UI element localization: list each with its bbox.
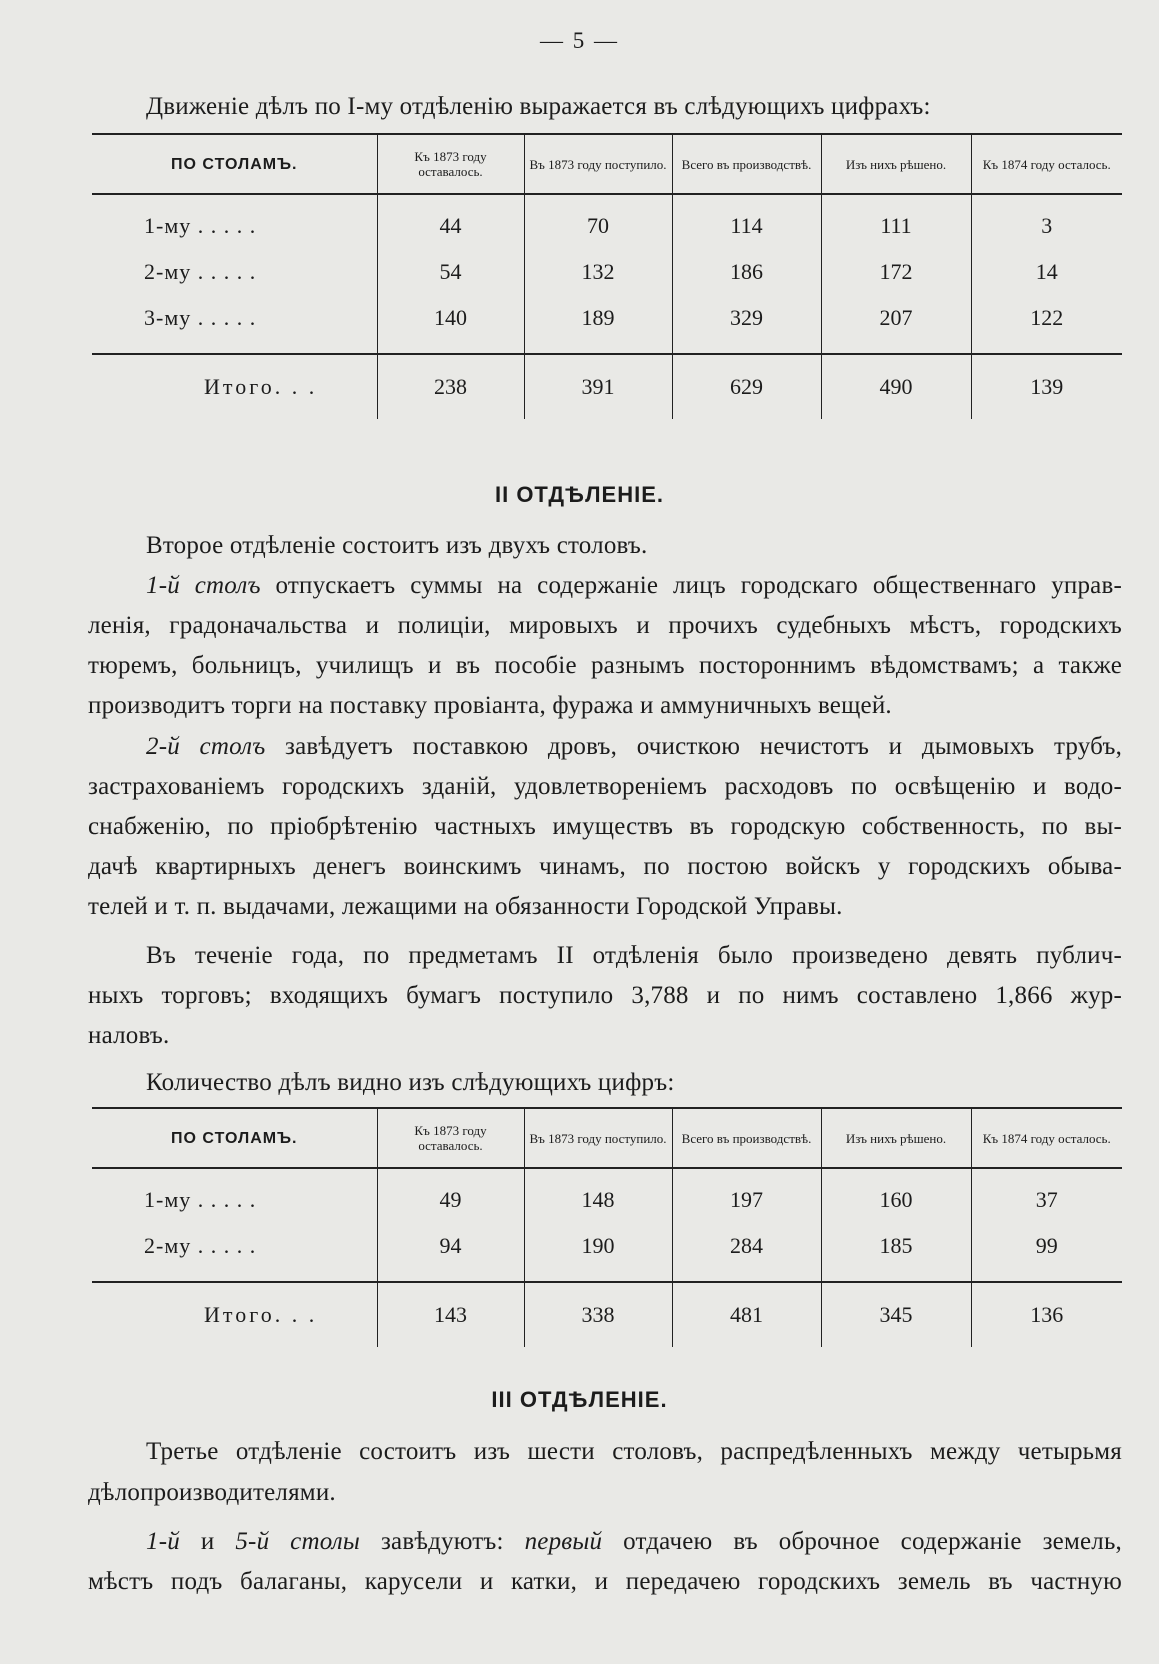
paragraph-line: телей и т. п. выдачами, лежащими на обязанности Городской Управы.	[88, 893, 843, 920]
paragraph-line: наловъ.	[88, 1022, 170, 1049]
paragraph-line: Въ теченіе года, по предметамъ II отдѣленія было произведено девять публич-	[146, 942, 1122, 969]
table-row: 3-му . . . . . 140 189 329 207 122	[92, 295, 1122, 341]
paragraph-line: 2-й столъ завѣдуетъ поставкою дровъ, очисткою нечистотъ и дымовыхъ трубъ,	[146, 733, 1123, 760]
paragraph-line: ныхъ торговъ; входящихъ бумагъ поступило 3,788 и по нимъ составлено 1,866 жур-	[88, 982, 1122, 1009]
col-header-in-progress: Всего въ производствѣ.	[672, 1108, 821, 1168]
col-header-tables: ПО СТОЛАМЪ.	[92, 134, 377, 194]
paragraph-line: мѣстъ подъ балаганы, карусели и катки, и передачею городскихъ земель въ частную	[88, 1568, 1122, 1595]
paragraph-line: застрахованіемъ городскихъ зданій, удовлетвореніемъ расходовъ по освѣщенію и водо-	[88, 773, 1122, 800]
table-total-row: Итого. . . 143 338 481 345 136	[92, 1282, 1122, 1347]
col-header-remaining-1873: Къ 1873 году оставалось.	[377, 1108, 524, 1168]
table-row: 2-му . . . . . 54 132 186 172 14	[92, 249, 1122, 295]
line-text: завѣдуетъ поставкою дровъ, очисткою нечистотъ и дымовыхъ трубъ,	[285, 733, 1123, 760]
paragraph-line: 1-й столъ отпускаетъ суммы на содержаніе лицъ городскаго общественнаго управ-	[146, 572, 1123, 599]
paragraph-line: производитъ торги на поставку провіанта, фуража и аммуничныхъ вещей.	[88, 692, 892, 719]
col-header-in-progress: Всего въ производствѣ.	[672, 134, 821, 194]
paragraph-line: Второе отдѣленіе состоитъ изъ двухъ столовъ.	[146, 532, 648, 559]
paragraph-line: Третье отдѣленіе состоитъ изъ шести столовъ, распредѣленныхъ между четырьмя	[146, 1438, 1122, 1465]
section-2-title: II ОТДѢЛЕНІЕ.	[494, 482, 665, 507]
section-3-title: III ОТДѢЛЕНІЕ.	[491, 1387, 668, 1412]
table-total-row: Итого. . . 238 391 629 490 139	[92, 354, 1122, 419]
table-row: 1-му . . . . . 49 148 197 160 37	[92, 1168, 1122, 1223]
table-department-1	[92, 133, 1122, 419]
paragraph-line: дѣлопроизводителями.	[88, 1479, 336, 1506]
table-department-2	[92, 1107, 1122, 1347]
line-text: отпускаетъ суммы на содержаніе лицъ городскаго общественнаго управ-	[275, 572, 1123, 599]
table-row: 2-му . . . . . 94 190 284 185 99	[92, 1223, 1122, 1269]
col-header-received-1873: Въ 1873 году поступило.	[524, 1108, 672, 1168]
paragraph-line: тюремъ, больницъ, училищъ и въ пособіе разнымъ постороннимъ вѣдомствамъ; а также	[88, 652, 1122, 679]
col-header-tables: ПО СТОЛАМЪ.	[92, 1108, 377, 1168]
paragraph-line: ленія, градоначальства и полиціи, мировыхъ и прочихъ судебныхъ мѣстъ, городскихъ	[88, 612, 1122, 639]
paragraph-line: дачѣ квартирныхъ денегъ воинскимъ чинамъ, по постою войскъ у городскихъ обыва-	[88, 853, 1122, 880]
paragraph-line: Количество дѣлъ видно изъ слѣдующихъ цифръ:	[146, 1069, 675, 1096]
col-header-remaining-1873: Къ 1873 году оставалось.	[377, 134, 524, 194]
paragraph-line: 1-й и 5-й столы завѣдуютъ: первый отдачею въ оброчное содержаніе земель,	[146, 1528, 1122, 1555]
intro-line: Движеніе дѣлъ по I-му отдѣленію выражается въ слѣдующихъ цифрахъ:	[146, 93, 931, 120]
col-header-remaining-1874: Къ 1874 году осталось.	[971, 1108, 1122, 1168]
paragraph-line: снабженію, по пріобрѣтенію частныхъ имуществъ въ городскую собственность, по вы-	[88, 813, 1122, 840]
col-header-remaining-1874: Къ 1874 году осталось.	[971, 134, 1122, 194]
col-header-received-1873: Въ 1873 году поступило.	[524, 134, 672, 194]
table-row: 1-му . . . . . 44 70 114 111 3	[92, 194, 1122, 249]
col-header-resolved: Изъ нихъ рѣшено.	[821, 134, 971, 194]
page-number: — 5 —	[540, 28, 619, 53]
col-header-resolved: Изъ нихъ рѣшено.	[821, 1108, 971, 1168]
